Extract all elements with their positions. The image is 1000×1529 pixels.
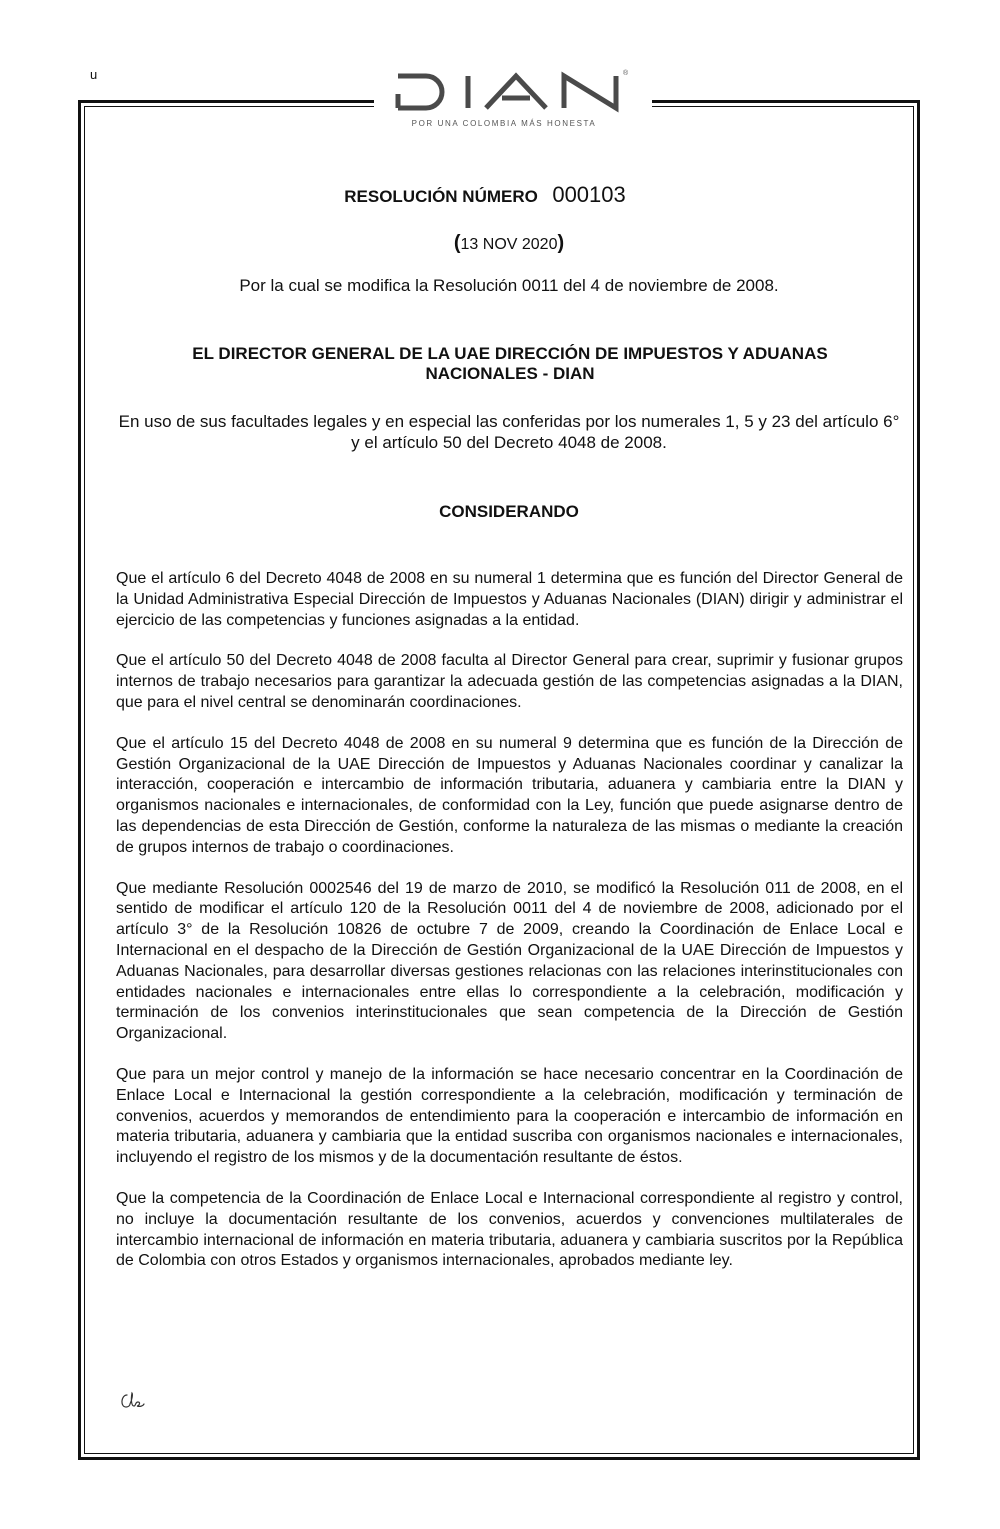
considerando-paragraph: Que el artículo 6 del Decreto 4048 de 2008 en su numeral 1 determina que es función del Director General de la Unidad Administrativa Especial Dirección de Impuestos y Aduanas Nacionales (DIAN) dirigir y administrar el ejercicio de las competencias y funciones asignadas a la entidad. <box>116 570 903 629</box>
legal-faculties: En uso de sus facultades legales y en especial las conferidas por los numerales 1, 5 y 23 del artículo 6° y el artículo 50 del Decreto 4048 de 2008. <box>118 412 900 452</box>
issuing-authority <box>120 344 900 384</box>
resolution-subtitle: Por la cual se modifica la Resolución 0011 del 4 de noviembre de 2008. <box>239 276 779 295</box>
authority-line-2: NACIONALES - DIAN <box>425 364 595 383</box>
considerando-paragraph: Que para un mejor control y manejo de la información se hace necesario concentrar en la Coordinación de Enlace Local e Internacional la gestión correspondiente a la celebración, modificación y terminación de convenios, acuerdos y memorandos de entendimiento para la cooperación e intercambio de información en materia tributaria, aduanera y cambiaria que la entidad suscriba con organismos nacionales e internacionales, incluyendo el registro de los mismos y de la documentación resultante de éstos. <box>116 1065 903 1167</box>
date-text: 13 NOV 2020 <box>460 236 558 253</box>
dian-wordmark-icon <box>390 68 638 116</box>
date-open-paren: ( <box>453 232 461 254</box>
resolution-label: RESOLUCIÓN NÚMERO <box>344 187 538 206</box>
considerando-paragraph: Que el artículo 50 del Decreto 4048 de 2008 faculta al Director General para crear, suprimir y fusionar grupos internos de trabajo necesarios para garantizar la adecuada gestión de las competencias asignadas a la DIAN, que para el nivel central se denominarán coordinaciones. <box>116 652 903 711</box>
date-close-paren: ) <box>557 232 565 254</box>
considerando-body <box>116 569 903 1292</box>
authority-line-1: EL DIRECTOR GENERAL DE LA UAE DIRECCIÓN DE IMPUESTOS Y ADUANAS <box>192 344 828 363</box>
considerando-paragraph: Que el artículo 15 del Decreto 4048 de 2008 en su numeral 9 determina que es función de la Dirección de Gestión Organizacional de la UAE Dirección de Impuestos y Aduanas Nacionales coordinar y canalizar la interacción, cooperación e intercambio de información tributaria, aduanera y cambiaria entre la DIAN y organismos nacionales e internacionales, de conformidad con la Ley, función que puede asignarse dentro de las dependencias de esta Dirección de Gestión, conforme la naturaleza de las mismas o mediante la creación de grupos internos de trabajo o coordinaciones. <box>116 734 903 856</box>
handwritten-initials-icon <box>118 1390 146 1412</box>
resolution-date <box>0 232 1000 255</box>
resolution-heading <box>0 182 1000 208</box>
considerando-heading: CONSIDERANDO <box>439 502 579 521</box>
resolution-number: 000103 <box>552 182 626 207</box>
considerando-paragraph: Que la competencia de la Coordinación de Enlace Local e Internacional correspondiente al registro y control, no incluye la documentación resultante de los convenios, acuerdos y convenciones multilaterales de intercambio internacional de información en materia tributaria, aduanera y cambiaria suscritos por la República de Colombia con otros Estados y organismos internacionales, aprobados mediante ley. <box>116 1189 903 1270</box>
registered-mark: ® <box>623 70 629 77</box>
considerando-paragraph: Que mediante Resolución 0002546 del 19 de marzo de 2010, se modificó la Resolución 011 de 2008, en el sentido de modificar el artículo 120 de la Resolución 0011 del 4 de noviembre de 2008, adicionado por el artículo 3° de la Resolución 10826 de octubre 7 de 2009, creando la Coordinación de Enlace Local e Internacional en el despacho de la Dirección de Gestión Organizacional de la UAE Dirección de Impuestos y Aduanas Nacionales, para desarrollar diversas gestiones relacionas con las relaciones interinstitucionales con entidades nacionales e internacionales entre ellas lo correspondiente a la celebración, modificación y terminación de los convenios interinstitucionales que sean competencia de la Dirección de Gestión Organizacional. <box>116 879 903 1043</box>
corner-mark: u <box>90 67 98 82</box>
dian-logo <box>390 68 638 134</box>
logo-tagline: POR UNA COLOMBIA MÁS HONESTA <box>411 119 597 128</box>
